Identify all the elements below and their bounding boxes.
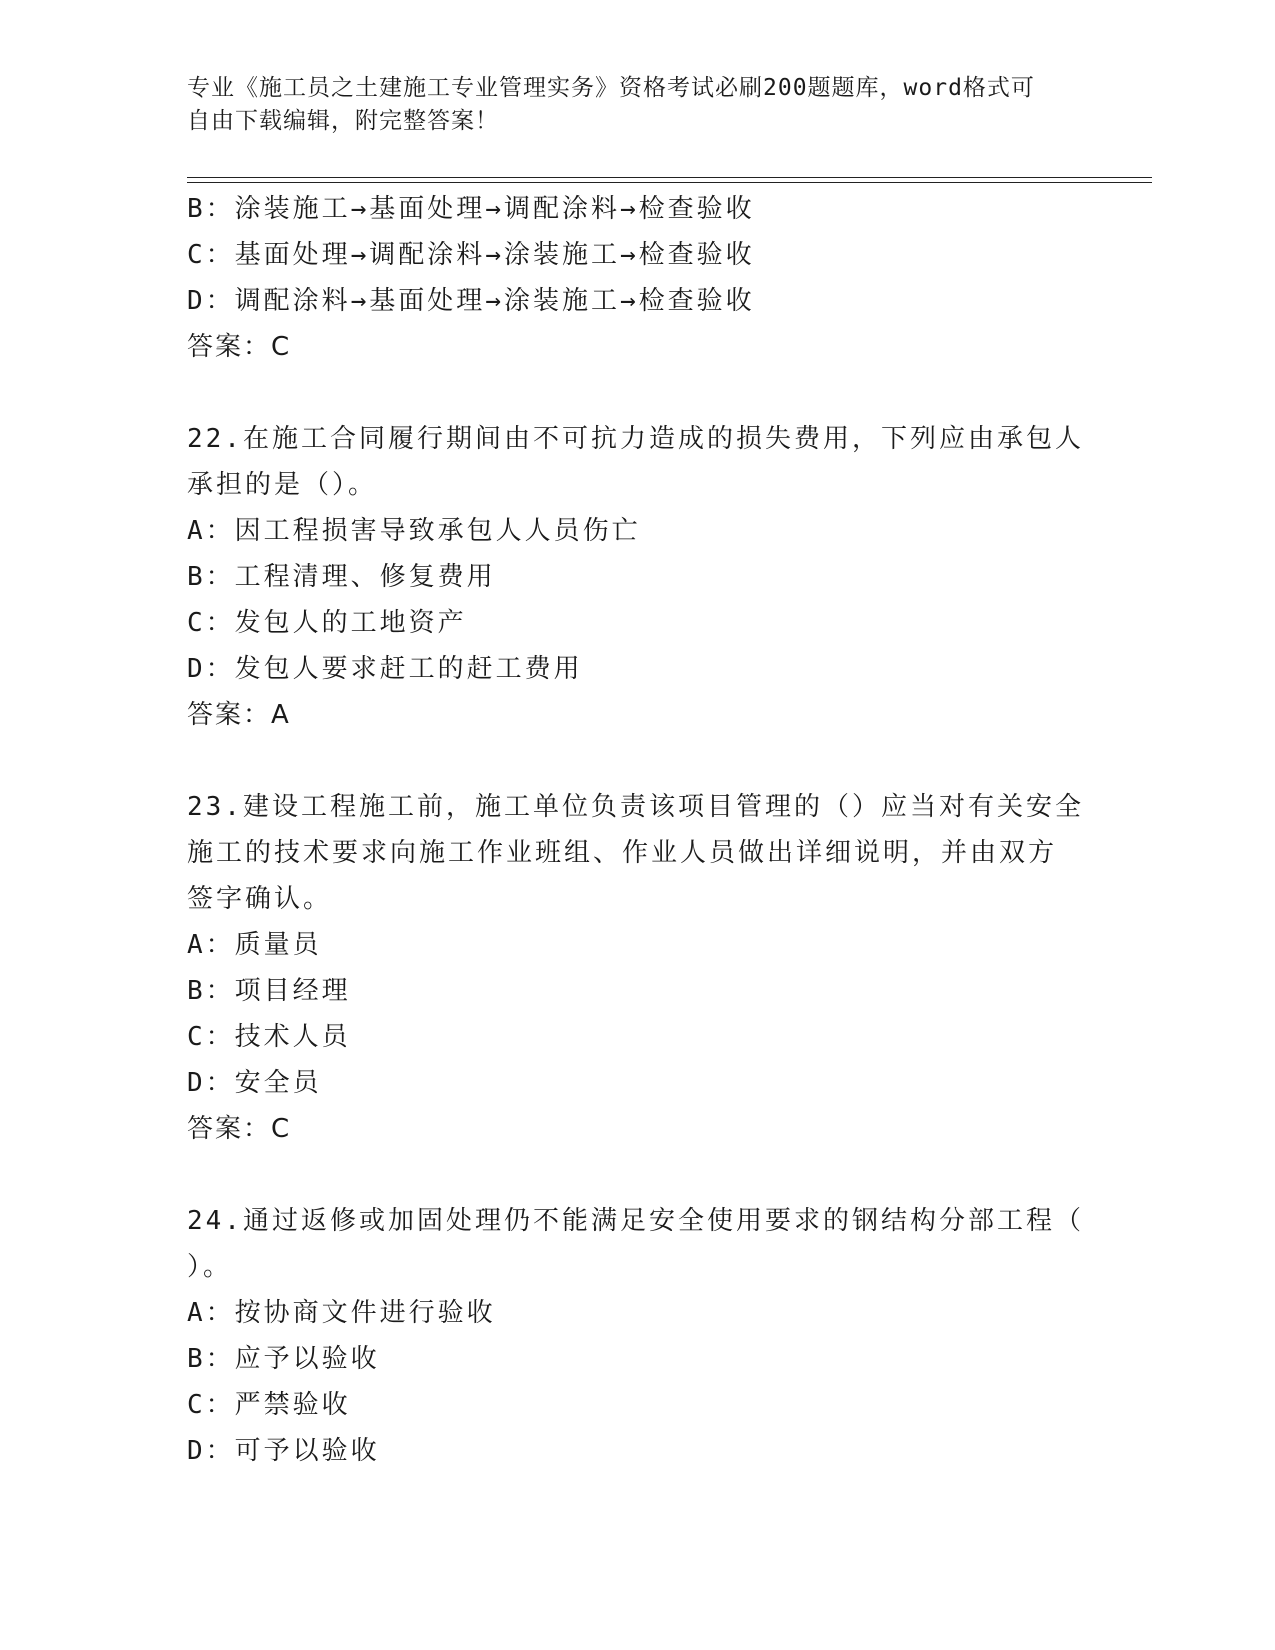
option-d: D：调配涂料→基面处理→涂装施工→检查验收	[187, 286, 755, 316]
option-b: B：涂装施工→基面处理→调配涂料→检查验收	[187, 194, 755, 224]
question-stem-line: 22.在施工合同履行期间由不可抗力造成的损失费用，下列应由承包人	[187, 424, 1084, 454]
question-block-prev	[187, 186, 1087, 370]
option-c: C：严禁验收	[187, 1390, 351, 1420]
question-stem-line: 承担的是（）。	[187, 470, 378, 500]
spacer	[187, 370, 1087, 416]
question-stem-line: 签字确认。	[187, 884, 333, 914]
option-a: A：质量员	[187, 930, 322, 960]
option-c: C：发包人的工地资产	[187, 608, 467, 638]
question-block-22	[187, 416, 1087, 738]
question-block-24	[187, 1198, 1087, 1474]
header-line-2: 自由下载编辑，附完整答案！	[187, 108, 499, 134]
question-block-23	[187, 784, 1087, 1152]
spacer	[187, 738, 1087, 784]
option-c: C：基面处理→调配涂料→涂装施工→检查验收	[187, 240, 755, 270]
option-b: B：工程清理、修复费用	[187, 562, 496, 592]
answer-line: 答案：C	[187, 332, 292, 362]
question-stem-line: 24.通过返修或加固处理仍不能满足安全使用要求的钢结构分部工程（	[187, 1206, 1084, 1236]
option-b: B：应予以验收	[187, 1344, 380, 1374]
header-divider-bottom	[187, 182, 1152, 183]
spacer	[187, 1152, 1087, 1198]
question-list	[187, 186, 1087, 1474]
option-b: B：项目经理	[187, 976, 351, 1006]
option-d: D：安全员	[187, 1068, 322, 1098]
option-d: D：可予以验收	[187, 1436, 380, 1466]
option-c: C：技术人员	[187, 1022, 351, 1052]
header-divider-top	[187, 177, 1152, 178]
header-line-1: 专业《施工员之土建施工专业管理实务》资格考试必刷200题题库，word格式可	[187, 75, 1035, 101]
option-a: A：因工程损害导致承包人人员伤亡	[187, 516, 641, 546]
question-stem-line: 施工的技术要求向施工作业班组、作业人员做出详细说明，并由双方	[187, 838, 1058, 868]
question-stem-line: ）。	[187, 1252, 233, 1282]
question-stem-line: 23.建设工程施工前，施工单位负责该项目管理的（）应当对有关安全	[187, 792, 1084, 822]
option-d: D：发包人要求赶工的赶工费用	[187, 654, 583, 684]
document-header	[187, 72, 1087, 138]
answer-line: 答案：C	[187, 1114, 292, 1144]
answer-line: 答案：A	[187, 700, 291, 730]
option-a: A：按协商文件进行验收	[187, 1298, 496, 1328]
